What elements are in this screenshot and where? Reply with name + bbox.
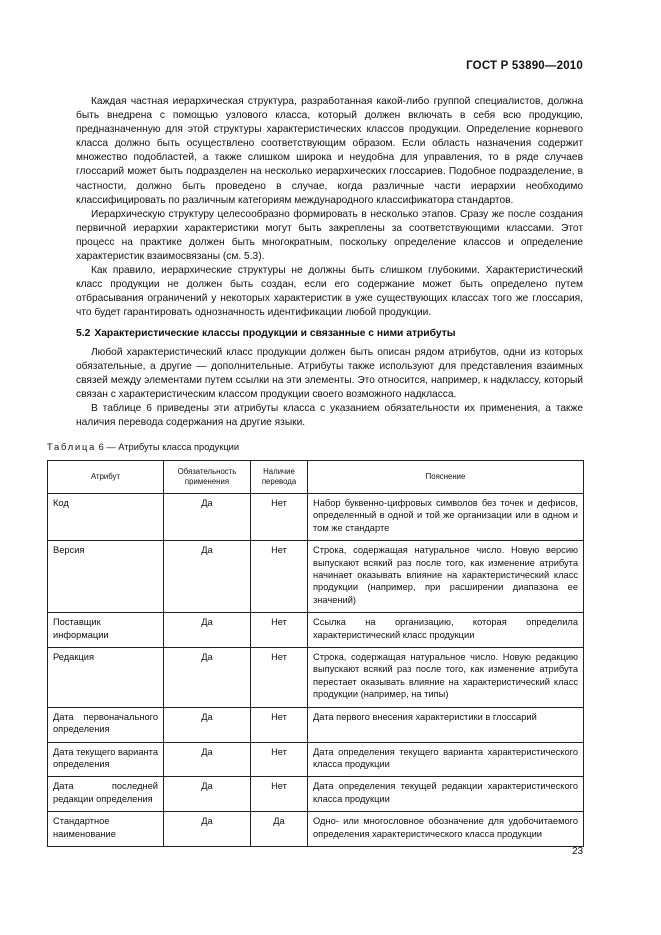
section-heading — [76, 327, 583, 341]
cell-explanation: Строка, содержащая натуральное число. Новую редакцию выпускают всякий раз после того, как изменение атрибута перестает оказывать влияние на характеристический класс продукции (например, на типы) — [308, 648, 584, 708]
table-row — [48, 648, 584, 708]
cell-mandatory: Да — [164, 777, 251, 812]
header-attribute: Атрибут — [48, 461, 164, 494]
cell-translation: Нет — [251, 494, 308, 541]
cell-mandatory: Да — [164, 648, 251, 708]
table-row — [48, 494, 584, 541]
cell-translation: Нет — [251, 613, 308, 648]
cell-translation: Да — [251, 812, 308, 847]
table-row — [48, 812, 584, 847]
table-row — [48, 613, 584, 648]
cell-explanation: Дата определения текущей редакции характеристического класса продукции — [308, 777, 584, 812]
cell-attribute: Дата текущего варианта определения — [48, 742, 164, 777]
section-title: Характеристические классы продукции и связанные с ними атрибуты — [94, 327, 456, 339]
cell-explanation: Ссылка на организацию, которая определила характеристический класс продукции — [308, 613, 584, 648]
paragraph: Иерархическую структуру целесообразно формировать в несколько этапов. Сразу же после создания первичной иерархии характеристики могут быть закреплены за соответствующими классами. Этот процесс на практике должен быть многократным, поскольку определение классов и определение характеристик взаимосвязаны (см. 5.3). — [76, 208, 583, 263]
cell-explanation: Строка, содержащая натуральное число. Новую версию выпускают всякий раз после того, как изменение атрибута начинает оказывать влияние на характеристический класс продукции (например, при расширении диапазона ее значений) — [308, 541, 584, 613]
document-body — [47, 95, 583, 460]
table-row — [48, 707, 584, 742]
table-header-row — [48, 461, 584, 494]
paragraph: Каждая частная иерархическая структура, разработанная какой-либо группой специалистов, должна быть внедрена с помощью узлового класса, который должен включать в себя всю продукцию, предназначенную для этой структуры характеристических классов продукции. Определение корневого класса должно быть осуществлено соответствующим образом. Если область назначения содержит множество подобластей, а также слишком широка и неудобна для управления, то в ряде случаев глоссарий может быть подразделен на несколько иерархических глоссариев. Подобное подразделение, в частности, должно быть проведено в случае, когда различные части иерархии необходимо классифицировать по различным категориям международного классификатора стандартов. — [76, 96, 583, 206]
cell-attribute: Версия — [48, 541, 164, 613]
table-row — [48, 742, 584, 777]
cell-translation: Нет — [251, 742, 308, 777]
cell-attribute: Редакция — [48, 648, 164, 708]
cell-translation: Нет — [251, 777, 308, 812]
cell-mandatory: Да — [164, 742, 251, 777]
cell-attribute: Поставщик информации — [48, 613, 164, 648]
cell-translation: Нет — [251, 541, 308, 613]
cell-explanation: Одно- или многословное обозначение для удобочитаемого определения характеристического класса продукции — [308, 812, 584, 847]
cell-explanation: Дата определения текущего варианта характеристического класса продукции — [308, 742, 584, 777]
attributes-table — [47, 460, 584, 847]
table-row — [48, 541, 584, 613]
cell-attribute: Стандартное наименование — [48, 812, 164, 847]
cell-mandatory: Да — [164, 613, 251, 648]
cell-attribute: Код — [48, 494, 164, 541]
header-translation: Наличие перевода — [251, 461, 308, 494]
cell-mandatory: Да — [164, 812, 251, 847]
cell-attribute: Дата первоначального определения — [48, 707, 164, 742]
cell-translation: Нет — [251, 707, 308, 742]
table-caption-label: Таблица — [47, 442, 97, 453]
table-row — [48, 777, 584, 812]
header-explanation: Пояснение — [308, 461, 584, 494]
cell-mandatory: Да — [164, 541, 251, 613]
page-number: 23 — [572, 846, 584, 857]
table-caption — [47, 440, 583, 454]
cell-mandatory: Да — [164, 494, 251, 541]
cell-explanation: Набор буквенно-цифровых символов без точек и дефисов, определенный в одной и той же организации или в одном и том же стандарте — [308, 494, 584, 541]
document-standard-id: ГОСТ Р 53890—2010 — [466, 60, 583, 72]
cell-attribute: Дата последней редакции определения — [48, 777, 164, 812]
section-number: 5.2 — [76, 327, 91, 339]
paragraph: В таблице 6 приведены эти атрибуты класса с указанием обязательности их применения, а также наличия перевода содержания на другие языки. — [76, 402, 583, 429]
paragraph: Любой характеристический класс продукции должен быть описан рядом атрибутов, одни из которых обязательные, а другие — дополнительные. Атрибуты также используют для представления взаимных связей между элементами путем ссылки на эти элементы. Это относится, например, к надклассу, который связан с характеристическим классом продукции своего возможного надкласса. — [76, 346, 583, 400]
cell-mandatory: Да — [164, 707, 251, 742]
table-caption-text: 6 — Атрибуты класса продукции — [96, 442, 240, 453]
cell-explanation: Дата первого внесения характеристики в глоссарий — [308, 707, 584, 742]
header-mandatory: Обязательность применения — [164, 461, 251, 494]
cell-translation: Нет — [251, 648, 308, 708]
paragraph: Как правило, иерархические структуры не должны быть слишком глубокими. Характеристический класс продукции не должен быть создан, если его содержание может быть определено путем отбрасывания ограничений у некоторых характеристик в уже существующих классах того же глоссария, что будет гарантировать однозначность идентификации любой продукции. — [76, 265, 583, 319]
